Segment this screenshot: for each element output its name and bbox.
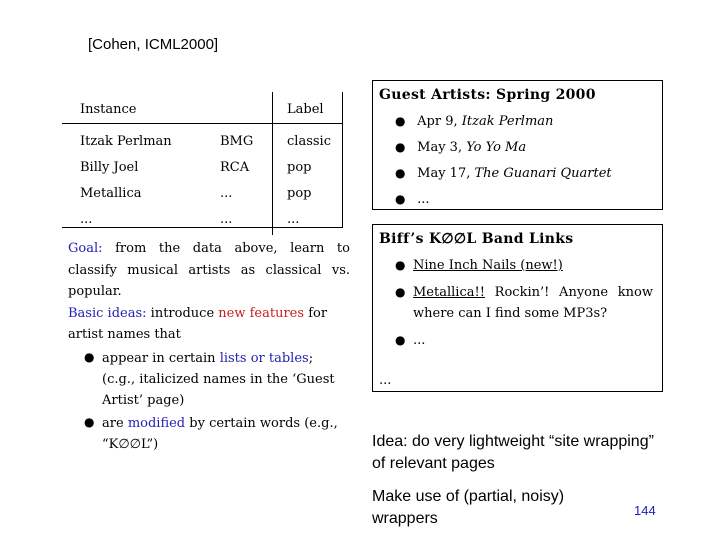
table-cell: Billy Joel: [80, 160, 139, 175]
metallica-comment: Rockin’! Anyone know where can I find some MP3s?: [413, 285, 653, 321]
list-item: [395, 137, 612, 163]
list-item: [395, 255, 653, 276]
guest-artists-list: [395, 111, 612, 215]
list-item: [395, 111, 612, 137]
basic-ideas-paragraph: [68, 303, 350, 346]
table-cell: ...: [80, 212, 93, 227]
bullet2-text: are: [102, 415, 124, 431]
bullet-icon: ●: [84, 414, 95, 429]
table-header-label: Label: [273, 92, 343, 124]
bullet-icon: ●: [395, 258, 406, 272]
table-cell: ...: [220, 186, 233, 201]
metallica-link[interactable]: Metallica!!: [413, 285, 485, 300]
table-cell: pop: [273, 157, 343, 183]
goal-text: from the data above, learn to classify musical artists as classical vs. popular.: [68, 241, 350, 299]
band-links-title: Biff’s K∅∅L Band Links: [379, 231, 574, 247]
bullet2-text-cont: by certain words: [189, 415, 301, 431]
guest-artists-title: Guest Artists: Spring 2000: [379, 87, 596, 103]
guest-date: Apr 9,: [417, 114, 458, 129]
guest-date: May 17,: [417, 166, 471, 181]
new-features-highlight: new features: [218, 305, 305, 321]
list-item: [395, 163, 612, 189]
goal-label: Goal:: [68, 241, 103, 256]
table-cell: pop: [273, 183, 343, 209]
bullet2-example: (e.g., “K∅∅L”): [102, 415, 338, 452]
table-row: [62, 157, 342, 183]
list-item: [395, 330, 653, 351]
guest-artists-box: [372, 80, 663, 210]
guest-artist: Itzak Perlman: [461, 114, 554, 129]
instance-label-table: [62, 92, 343, 228]
bullet-icon: ●: [395, 140, 406, 154]
bullet-icon: ●: [84, 349, 95, 364]
table-row: [62, 209, 342, 235]
citation: [Cohen, ICML2000]: [88, 36, 219, 53]
list-item: [395, 282, 653, 324]
band-links-box: [372, 224, 663, 392]
guest-artist: The Guanari Quartet: [474, 166, 612, 181]
table-header-instance: Instance: [62, 92, 198, 124]
band-links-trailing: ...: [379, 373, 392, 388]
make-use-note: Make use of (partial, noisy) wrappers: [372, 488, 565, 527]
feature-list: [68, 348, 350, 455]
bullet1-text: appear in certain: [102, 350, 216, 366]
basic-ideas-text: introduce: [150, 305, 215, 321]
ellipsis-item: ...: [413, 333, 426, 348]
list-item: [395, 189, 612, 215]
table-cell: classic: [273, 124, 343, 158]
table-row: [62, 124, 342, 158]
page-number: 144: [634, 503, 656, 518]
table-row: [62, 183, 342, 209]
goal-paragraph: [68, 238, 350, 303]
list-item: [84, 413, 350, 455]
bullet-icon: ●: [395, 114, 406, 128]
basic-ideas-text-cont: for artist names that: [68, 305, 328, 342]
lists-tables-highlight: lists or tables: [219, 350, 309, 366]
bullet-icon: ●: [395, 192, 406, 206]
list-item: ● appear in certain lists or tables; (c.g., italicized names in the ‘Guest Artist’ page): [102, 348, 350, 411]
table-header-source: [198, 92, 273, 124]
bullet-icon: ●: [395, 166, 406, 180]
table-cell: Metallica: [80, 186, 142, 201]
idea-note: Idea: do very lightweight “site wrapping” of relevant pages: [372, 433, 654, 472]
nine-inch-nails-link[interactable]: Nine Inch Nails (new!): [413, 258, 563, 273]
table-cell: RCA: [220, 160, 250, 175]
modified-highlight: modified: [127, 415, 186, 431]
guest-date: May 3,: [417, 140, 463, 155]
table-cell: ...: [220, 212, 233, 227]
bullet-icon: ●: [395, 285, 406, 299]
bullet1-example: (c.g., italicized names in the ‘Guest Artist’ page): [102, 371, 335, 408]
guest-date: ...: [417, 192, 430, 207]
bullet-icon: ●: [395, 333, 406, 347]
guest-artist: Yo Yo Ma: [466, 140, 527, 155]
table-cell: BMG: [220, 134, 254, 149]
band-links-list: [395, 255, 653, 357]
table-cell: Itzak Perlman: [80, 134, 172, 149]
basic-ideas-label: Basic ideas:: [68, 305, 147, 321]
table-cell: ...: [273, 209, 343, 235]
goal-section: [68, 238, 350, 455]
